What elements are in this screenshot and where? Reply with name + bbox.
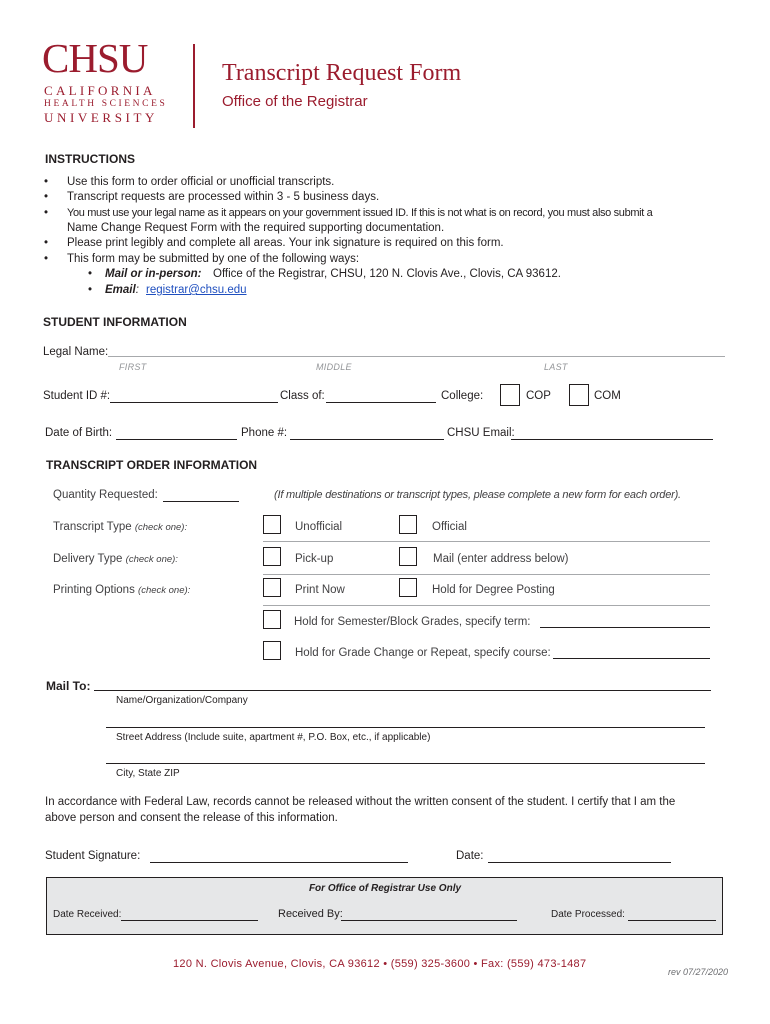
revision-date: rev 07/27/2020 <box>668 967 729 977</box>
official-checkbox[interactable] <box>399 515 417 534</box>
mail-to-city-field[interactable] <box>106 763 705 764</box>
instruction-item: Please print legibly and complete all areas. Your ink signature is required on this form. <box>67 237 504 249</box>
date-received-field[interactable] <box>121 920 258 921</box>
phone-field[interactable] <box>290 439 444 440</box>
received-by-field[interactable] <box>341 920 517 921</box>
cop-label: COP <box>526 390 551 402</box>
student-id-label: Student ID #: <box>43 390 111 402</box>
hold-grade-label: Hold for Grade Change or Repeat, specify course: <box>295 647 551 659</box>
hold-semester-label: Hold for Semester/Block Grades, specify term: <box>294 616 531 628</box>
signature-field[interactable] <box>150 862 408 863</box>
date-received-label: Date Received: <box>53 909 122 920</box>
instruction-item: You must use your legal name as it appears on your government issued ID. If this is not what is on record, you must also submit a <box>67 207 653 219</box>
official-label: Official <box>432 521 467 533</box>
mail-option-label: Mail (enter address below) <box>433 553 569 565</box>
hold-semester-term-field[interactable] <box>540 627 710 628</box>
check-one-hint: (check one): <box>125 554 178 565</box>
quantity-label: Quantity Requested: <box>53 489 158 501</box>
bullet-icon: • <box>44 253 49 265</box>
chsu-email-label: CHSU Email: <box>447 427 515 439</box>
transcript-type-label <box>53 521 187 533</box>
quantity-field[interactable] <box>163 501 239 502</box>
bullet-icon: • <box>88 268 93 280</box>
print-now-label: Print Now <box>295 584 345 596</box>
student-info-heading: STUDENT INFORMATION <box>43 315 187 329</box>
quantity-note: (If multiple destinations or transcript types, please complete a new form for each order). <box>274 489 681 501</box>
instruction-item: Transcript requests are processed within 3 - 5 business days. <box>67 191 380 203</box>
hold-degree-label: Hold for Degree Posting <box>432 584 555 596</box>
header-divider <box>193 44 195 128</box>
delivery-type-label <box>53 553 178 565</box>
row-divider <box>263 574 710 575</box>
footer-address: 120 N. Clovis Avenue, Clovis, CA 93612 • (559) 325-3600 • Fax: (559) 473-1487 <box>173 958 587 970</box>
unofficial-label: Unofficial <box>295 521 343 533</box>
chsu-email-field[interactable] <box>511 439 713 440</box>
printing-options-label <box>53 584 190 596</box>
mail-to-label: Mail To: <box>46 679 91 693</box>
date-label: Date: <box>456 850 484 862</box>
page-subtitle: Office of the Registrar <box>222 93 368 110</box>
check-one-hint: (check one): <box>134 522 188 533</box>
bullet-icon: • <box>44 237 49 249</box>
mail-checkbox[interactable] <box>399 547 417 566</box>
last-caption: LAST <box>544 362 568 372</box>
instruction-item: Use this form to order official or unofficial transcripts. <box>67 176 335 188</box>
dob-field[interactable] <box>116 439 237 440</box>
instruction-item: Name Change Request Form with the required supporting documentation. <box>67 222 445 234</box>
phone-label: Phone #: <box>241 427 288 439</box>
office-use-title: For Office of Registrar Use Only <box>308 883 462 894</box>
legal-name-label: Legal Name: <box>43 346 109 358</box>
email-label-text: Email <box>105 284 136 296</box>
name-caption: Name/Organization/Company <box>116 695 248 706</box>
mail-text: Office of the Registrar, CHSU, 120 N. Clovis Ave., Clovis, CA 93612. <box>213 268 561 280</box>
registrar-email-link[interactable]: registrar@chsu.edu <box>146 284 247 296</box>
logo-wordmark: CHSU <box>42 35 148 81</box>
received-by-label: Received By: <box>278 908 343 920</box>
college-label: College: <box>441 390 484 402</box>
pickup-checkbox[interactable] <box>263 547 281 566</box>
logo-line-california: CALIFORNIA <box>44 83 156 98</box>
hold-grade-checkbox[interactable] <box>263 641 281 660</box>
signature-label: Student Signature: <box>45 850 141 862</box>
hold-grade-course-field[interactable] <box>553 658 710 659</box>
page-title: Transcript Request Form <box>222 60 462 86</box>
bullet-icon: • <box>44 176 49 188</box>
bullet-icon: • <box>44 191 49 203</box>
date-processed-label: Date Processed: <box>551 909 625 920</box>
row-divider <box>263 541 710 542</box>
mail-to-street-field[interactable] <box>106 727 705 728</box>
class-of-label: Class of: <box>280 390 325 402</box>
street-caption: Street Address (Include suite, apartment #, P.O. Box, etc., if applicable) <box>116 732 431 743</box>
row-divider <box>263 605 710 606</box>
first-caption: FIRST <box>119 362 147 372</box>
print-now-checkbox[interactable] <box>263 578 281 597</box>
class-of-field[interactable] <box>326 402 436 403</box>
date-processed-field[interactable] <box>628 920 716 921</box>
transcript-type-text: Transcript Type <box>53 521 132 533</box>
hold-degree-checkbox[interactable] <box>399 578 417 597</box>
mail-to-name-field[interactable] <box>94 690 711 691</box>
com-checkbox[interactable] <box>569 384 589 406</box>
mail-label: Mail or in-person: <box>105 268 202 280</box>
middle-caption: MIDDLE <box>316 362 352 372</box>
consent-line-2: above person and consent the release of this information. <box>45 812 338 824</box>
bullet-icon: • <box>88 284 93 296</box>
cop-checkbox[interactable] <box>500 384 520 406</box>
hold-semester-checkbox[interactable] <box>263 610 281 629</box>
city-caption: City, State ZIP <box>116 768 180 779</box>
instruction-item: This form may be submitted by one of the following ways: <box>67 253 360 265</box>
unofficial-checkbox[interactable] <box>263 515 281 534</box>
order-info-heading: TRANSCRIPT ORDER INFORMATION <box>46 458 258 472</box>
bullet-icon: • <box>44 207 49 219</box>
delivery-type-text: Delivery Type <box>53 553 123 565</box>
legal-name-field[interactable] <box>108 356 725 357</box>
printing-options-text: Printing Options <box>53 584 135 596</box>
com-label: COM <box>594 390 621 402</box>
email-label-colon: : <box>135 284 139 296</box>
logo-line-university: UNIVERSITY <box>44 110 158 125</box>
consent-line-1: In accordance with Federal Law, records cannot be released without the written consent of the student. I certify that I am the <box>45 796 676 808</box>
logo-line-health-sciences: HEALTH SCIENCES <box>44 99 168 109</box>
student-id-field[interactable] <box>110 402 278 403</box>
email-label <box>105 284 139 296</box>
instructions-heading: INSTRUCTIONS <box>45 152 135 166</box>
dob-label: Date of Birth: <box>45 427 113 439</box>
pickup-label: Pick-up <box>295 553 334 565</box>
date-field[interactable] <box>488 862 671 863</box>
check-one-hint: (check one): <box>138 585 191 596</box>
